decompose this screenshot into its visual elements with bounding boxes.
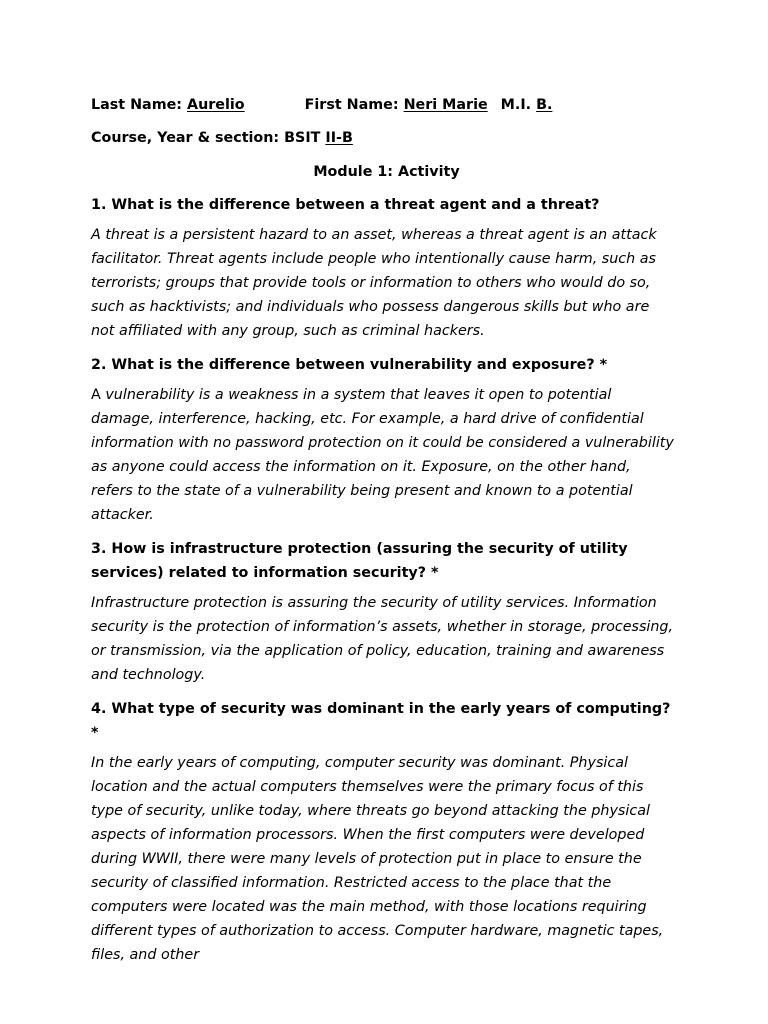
course-section: II-B: [325, 130, 353, 146]
answer-2-text: vulnerability is a weakness in a system that leaves it open to potential damage, interference, hacking, etc. For example, a hard drive of confidential information with no password protection on it could be considered a vulnerability as anyone could access the information on it. Exposure, on the other hand, refers to the state of a vulnerability being present and known to a potential attacker.: [91, 387, 674, 523]
question-1: 1. What is the difference between a threat agent and a threat?: [91, 197, 600, 213]
question-3: 3. How is infrastructure protection (assuring the security of utility services) related to information security? *: [91, 541, 628, 581]
last-name-value: Aurelio: [187, 97, 245, 113]
answer-3-text: Infrastructure protection is assuring the security of utility services. Information security is the protection of information’s assets, whether in storage, processing, or transmission, via the application of policy, education, training and awareness and technology.: [91, 595, 674, 683]
answer-1: [91, 223, 676, 343]
course-line: [91, 129, 676, 148]
page-title: Module 1: Activity: [313, 164, 460, 180]
question-4: 4. What type of security was dominant in the early years of computing? *: [91, 701, 671, 741]
course-label: Course, Year & section: BSIT: [91, 130, 321, 146]
middle-initial-label: M.I.: [500, 97, 532, 113]
middle-initial-value: B.: [536, 97, 553, 113]
answer-2: [91, 383, 676, 527]
answer-2-lead: A: [91, 387, 101, 403]
answer-3: [91, 591, 676, 687]
first-name-value: Neri Marie: [403, 97, 488, 113]
first-name-group: [305, 96, 553, 115]
answer-4-text: In the early years of computing, computer security was dominant. Physical location and the actual computers themselves were the primary focus of this type of security, unlike today, where threats go beyond attacking the physical aspects of information processors. When the first computers were developed during WWII, there were many levels of protection put in place to ensure the security of classified information. Restricted access to the place that the computers were located was the main method, with those locations requiring different types of authorization to access. Computer hardware, magnetic tapes, files, and other: [91, 755, 664, 963]
first-name-label: First Name:: [304, 97, 399, 113]
question-2: 2. What is the difference between vulnerability and exposure? *: [91, 357, 608, 373]
last-name-label: Last Name:: [91, 97, 183, 113]
answer-4: [91, 751, 676, 967]
name-line: [91, 96, 676, 115]
answer-1-text: A threat is a persistent hazard to an asset, whereas a threat agent is an attack facilitator. Threat agents include people who intentionally cause harm, such as terrorists; groups that provide tools or information to others who would do so, such as hacktivists; and individuals who possess dangerous skills but who are not affiliated with any group, such as criminal hackers.: [91, 227, 657, 339]
